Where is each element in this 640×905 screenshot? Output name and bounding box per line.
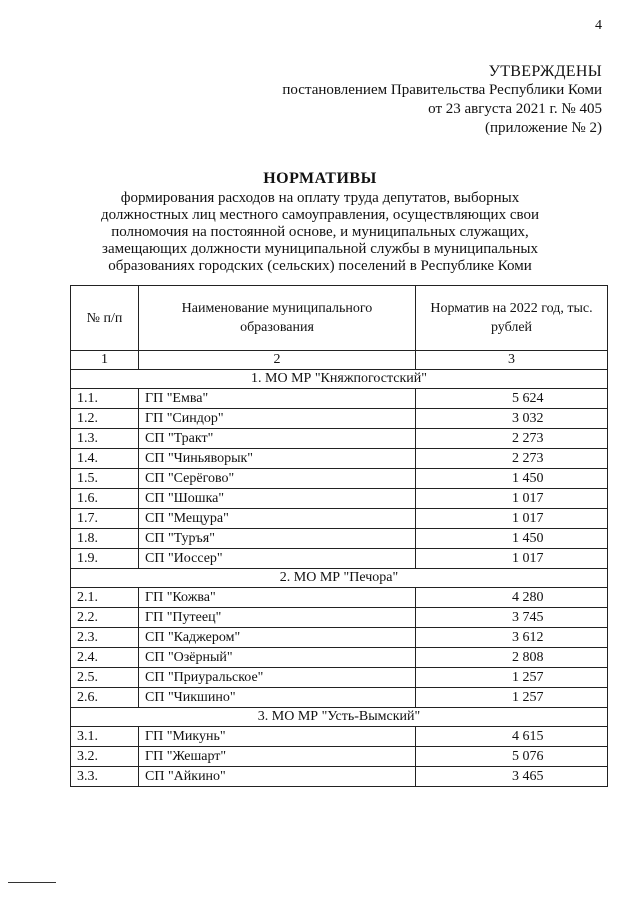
row-value: 1 017	[416, 549, 608, 569]
row-value: 5 076	[416, 747, 608, 767]
row-name: СП "Приуральское"	[139, 668, 416, 688]
table-row	[71, 747, 608, 767]
row-name: ГП "Микунь"	[139, 727, 416, 747]
table-row	[71, 588, 608, 608]
table-row	[71, 489, 608, 509]
row-value: 4 280	[416, 588, 608, 608]
row-number: 2.5.	[71, 668, 139, 688]
group-row	[71, 569, 608, 588]
row-number: 1.5.	[71, 469, 139, 489]
table-row	[71, 429, 608, 449]
row-value: 1 017	[416, 509, 608, 529]
row-name: СП "Чиньяворык"	[139, 449, 416, 469]
table-row	[71, 549, 608, 569]
row-number: 3.1.	[71, 727, 139, 747]
row-value: 2 273	[416, 429, 608, 449]
table-row	[71, 469, 608, 489]
table-row	[71, 688, 608, 708]
row-name: СП "Озёрный"	[139, 648, 416, 668]
table-row	[71, 529, 608, 549]
approval-block	[282, 62, 602, 138]
table-row	[71, 449, 608, 469]
table-row	[71, 767, 608, 787]
row-name: СП "Туръя"	[139, 529, 416, 549]
header-name: Наименование муниципального образования	[139, 286, 416, 351]
row-number: 1.3.	[71, 429, 139, 449]
approval-line-1: постановлением Правительства Республики Коми	[282, 82, 602, 98]
row-value: 3 032	[416, 409, 608, 429]
table-header-row	[71, 286, 608, 351]
column-number: 2	[139, 351, 416, 370]
row-name: СП "Чикшино"	[139, 688, 416, 708]
column-number: 3	[416, 351, 608, 370]
table-row	[71, 509, 608, 529]
row-number: 1.2.	[71, 409, 139, 429]
row-number: 1.6.	[71, 489, 139, 509]
group-title: 2. МО МР "Печора"	[71, 569, 608, 588]
page-number: 4	[595, 18, 602, 33]
row-name: СП "Каджером"	[139, 628, 416, 648]
row-number: 1.4.	[71, 449, 139, 469]
norms-table	[70, 285, 608, 787]
group-title: 3. МО МР "Усть-Вымский"	[71, 708, 608, 727]
table-row	[71, 608, 608, 628]
row-value: 1 257	[416, 688, 608, 708]
row-name: СП "Шошка"	[139, 489, 416, 509]
table-row	[71, 727, 608, 747]
row-value: 4 615	[416, 727, 608, 747]
table-body	[71, 351, 608, 787]
row-value: 1 450	[416, 529, 608, 549]
table-row	[71, 389, 608, 409]
row-name: СП "Мещура"	[139, 509, 416, 529]
row-number: 1.1.	[71, 389, 139, 409]
row-number: 2.2.	[71, 608, 139, 628]
group-title: 1. МО МР "Княжпогостский"	[71, 370, 608, 389]
row-name: СП "Серёгово"	[139, 469, 416, 489]
document-subtitle: формирования расходов на оплату труда депутатов, выборных должностных лиц местного самоуправления, осуществляющих свои полномочия на постоянной основе, и муниципальных служащих, замещающих должности муниципальной службы в муниципальных образованиях городских (сельских) поселений в Республике Коми	[100, 190, 540, 274]
row-value: 2 273	[416, 449, 608, 469]
row-name: ГП "Кожва"	[139, 588, 416, 608]
row-number: 2.1.	[71, 588, 139, 608]
row-value: 1 450	[416, 469, 608, 489]
row-value: 1 257	[416, 668, 608, 688]
row-name: ГП "Емва"	[139, 389, 416, 409]
row-number: 3.3.	[71, 767, 139, 787]
group-row	[71, 708, 608, 727]
row-number: 1.9.	[71, 549, 139, 569]
row-value: 3 745	[416, 608, 608, 628]
header-number: № п/п	[71, 286, 139, 351]
table-row	[71, 648, 608, 668]
row-name: ГП "Жешарт"	[139, 747, 416, 767]
footnote-divider	[8, 882, 56, 883]
approval-line-2: от 23 августа 2021 г. № 405	[428, 101, 602, 117]
row-name: ГП "Синдор"	[139, 409, 416, 429]
row-name: ГП "Путеец"	[139, 608, 416, 628]
group-row	[71, 370, 608, 389]
header-value: Норматив на 2022 год, тыс. рублей	[416, 286, 608, 351]
table-row	[71, 409, 608, 429]
table-row	[71, 668, 608, 688]
row-number: 3.2.	[71, 747, 139, 767]
table-row	[71, 628, 608, 648]
row-value: 3 465	[416, 767, 608, 787]
row-value: 3 612	[416, 628, 608, 648]
row-name: СП "Айкино"	[139, 767, 416, 787]
row-name: СП "Тракт"	[139, 429, 416, 449]
row-value: 5 624	[416, 389, 608, 409]
row-number: 2.3.	[71, 628, 139, 648]
row-value: 2 808	[416, 648, 608, 668]
row-number: 2.6.	[71, 688, 139, 708]
column-number-row	[71, 351, 608, 370]
approval-heading: УТВЕРЖДЕНЫ	[488, 63, 602, 80]
row-number: 2.4.	[71, 648, 139, 668]
row-number: 1.8.	[71, 529, 139, 549]
approval-line-3: (приложение № 2)	[484, 120, 602, 136]
row-value: 1 017	[416, 489, 608, 509]
row-name: СП "Иоссер"	[139, 549, 416, 569]
row-number: 1.7.	[71, 509, 139, 529]
document-title: НОРМАТИВЫ	[263, 170, 377, 187]
column-number: 1	[71, 351, 139, 370]
